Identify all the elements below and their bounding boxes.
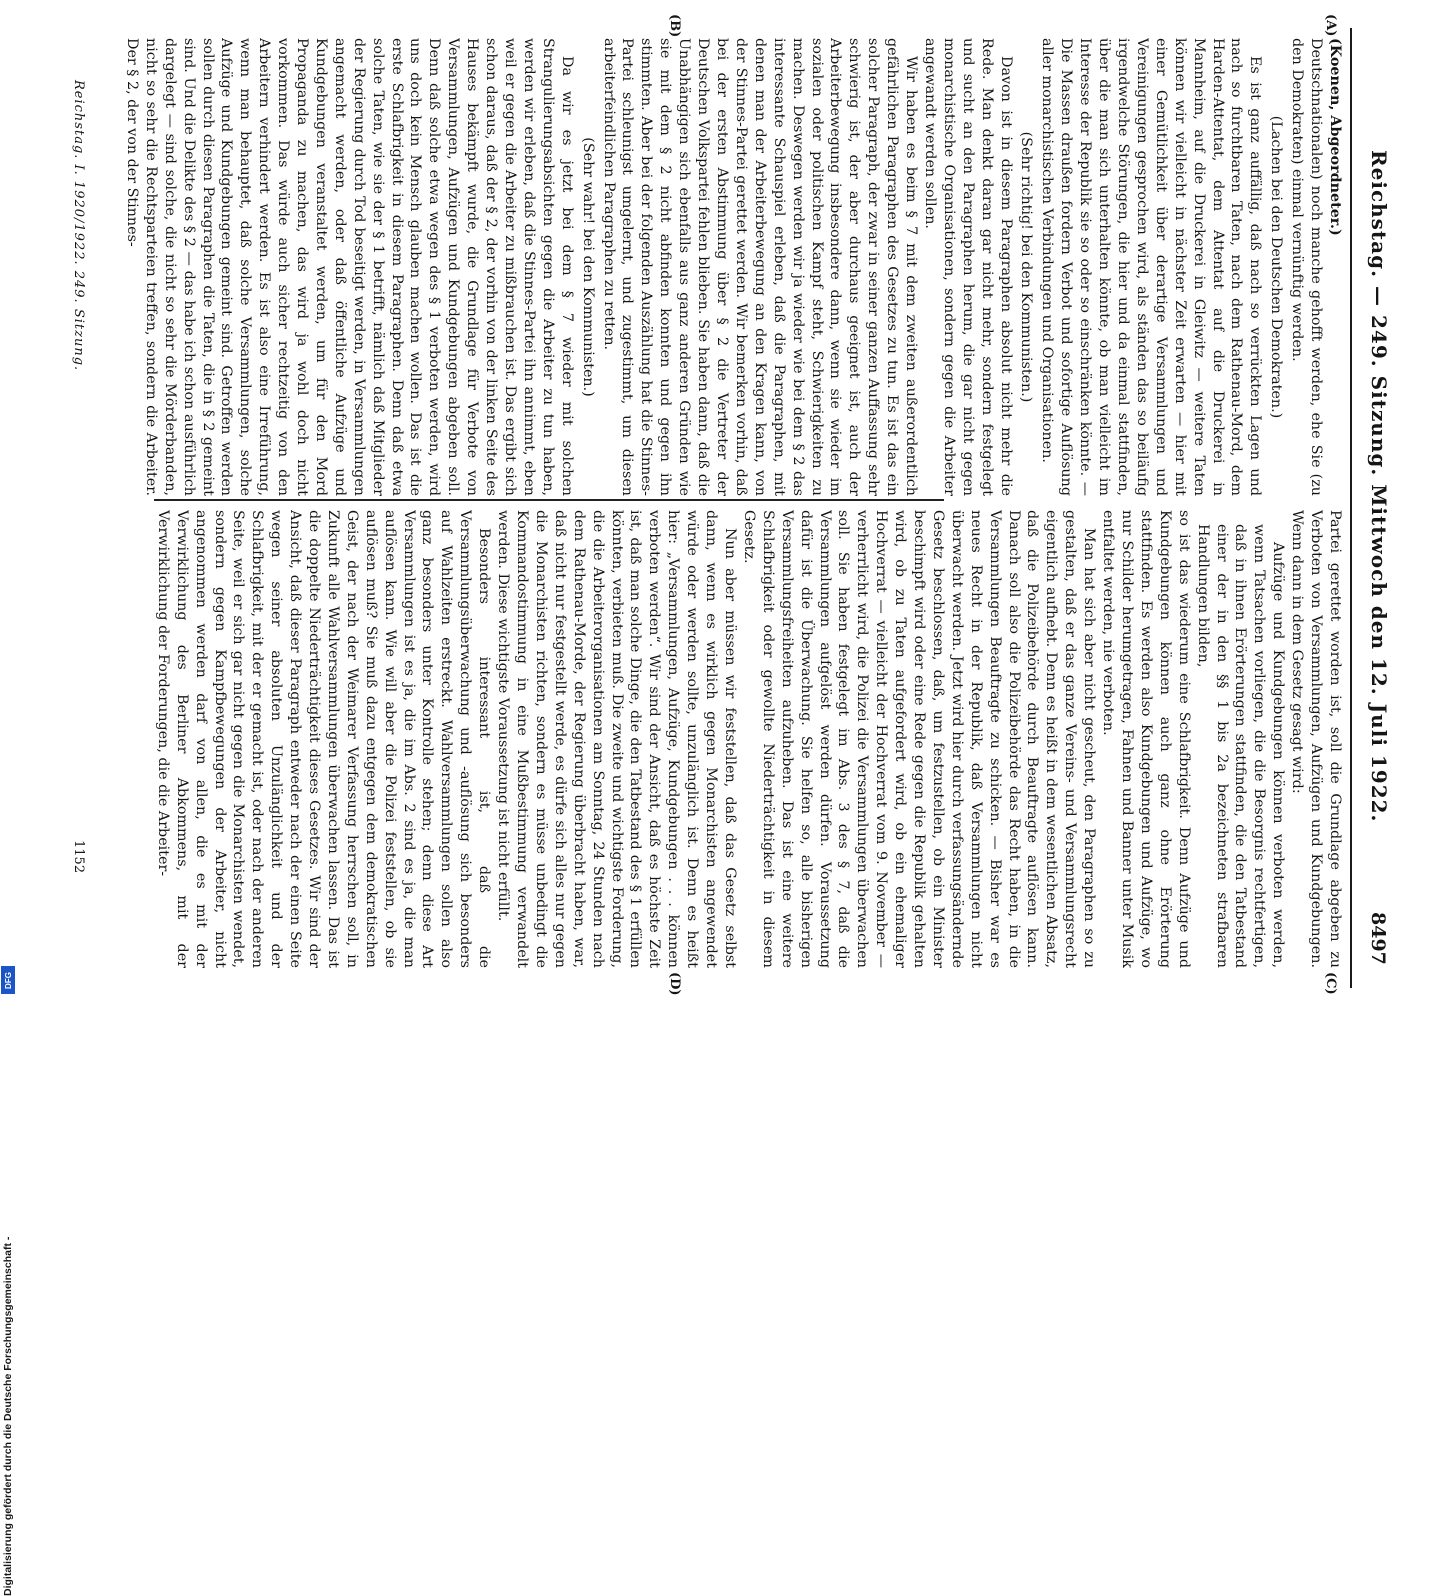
dfg-logo-icon bbox=[1, 966, 15, 994]
paragraph: Da wir es jetzt bei dem § 7 wieder mit solchen Strangulierungsabsichten gegen die Arbeiter zu tun haben, werden wir erleben, daß die Stinnes-Partei ihn annimmt, eben weil er gegen die Arbeiter zu mißbrauchen ist. Das ergibt sich schon daraus, daß der § 2, der vorhin von der linken Seite des Hauses bekämpft wurde, die Grundlage für Verbote von Versammlungen, Aufzügen und Kundgebungen abgeben soll. Denn daß solche etwa wegen des § 1 verboten werden, wird uns doch kein Mensch glauben machen wollen. Das ist die erste Schlafbrigkeit in diesem Paragraphen. Denn daß etwa solche Taten, wie sie der § 1 betrifft, nämlich daß Mitglieder der Regierung durch Tod beseitigt werden, in Versammlungen angemacht werden, oder daß öffentliche Aufzüge und Kundgebungen veranstaltet werden, um für den Mord Propaganda zu machen, das wird ja wohl doch nicht vorkommen. Das würde auch sicher rechtzeitig von den Arbeitern verhindert werden. Es ist also eine Irreführung, wenn man behauptet, daß solche Versammlungen, solche Aufzüge und Kundgebungen gemeint sind. Getroffen werden sollen durch diesen Paragraphen die Taten, die in § 2 gemeint sind. Und die Delikte des § 2 — das habe ich schon ausführlich dargelegt — sind solche, die nicht so sehr die Mörderbanden, nicht so sehr die Rechtsparteien treffen, sondern die Arbeiter. Der § 2, der von der Stinnes- bbox=[123, 38, 575, 496]
left-column bbox=[104, 38, 1344, 496]
paragraph: Davon ist in diesem Paragraphen absolut nicht mehr die Rede. Man denkt daran gar nicht mehr, sondern festgelegt und sucht an den Paragraphen herum, die gar nicht gegen monarchistische Organisationen, sondern gegen die Arbeiter angewandt werden sollen. bbox=[921, 38, 1014, 496]
footer-page-number: 1152 bbox=[71, 840, 86, 874]
paragraph: Besonders interessant ist, daß die Versammlungsüberwachung und -auflösung sich besonders auf Wahlzeiten erstreckt. Wahlversammlungen sollen also ganz besonders unter Kontrolle stehen; denn diese Art Versammlungen ist es ja, die im Abs. 2 sind es ja, die man auflösen kann. Wie will aber die Polizei feststellen, ob sie auflösen muß? Sie muß dazu entgegen dem demokratischen Geist, der nach der Weimarer Verfassung herrschen soll, in Zukunft alle Wahlversammlungen überwachen lassen. Das ist die doppelte Niederträchtigkeit dieses Gesetzes. Wir sind der Ansicht, daß dieser Paragraph entweder nach der einen Seite wegen seiner absoluten Unzulänglichkeit und der Schlafbrigkeit, mit der er gemacht ist, oder nach der anderen Seite, weil er sich gar nicht gegen die Monarchisten wendet, sondern gegen Kampfbewegungen der Arbeiter, nicht angenommen werden darf von allen, die es mit der Verwirklichung des Berliner Abkommens, mit der Verwirklichung der Forderungen, die die Arbeiter- bbox=[154, 510, 493, 968]
right-column bbox=[104, 510, 1344, 968]
paragraph: Nun aber müssen wir feststellen, daß das Gesetz selbst dann, wenn es wirklich gegen Monarchisten angewendet würde oder werden sollte, unzulänglich ist. Denn es heißt hier: „Versammlungen, Aufzüge, Kundgebungen . . . können verboten werden“. Wir sind der Ansicht, daß es höchste Zeit ist, daß man solche Dinge, die den Tatbestand des § 1 erfüllen könnten, verbieten muß. Die zweite und wichtigste Forderung, die die Arbeiterorganisationen am Sonntag, 24 Stunden nach dem Rathenau-Morde, der Regierung überbracht haben, war, daß nicht nur festgestellt werde, es dürfe sich alles nur gegen die Monarchisten richten, sondern es müsse unbedingt die Kommandostimmung in eine Mußbestimmung verwandelt werden. Diese wichtigste Voraussetzung ist nicht erfüllt. bbox=[495, 510, 738, 968]
paragraph: Wir haben es beim § 7 mit dem zweiten außerordentlich gefährlichen Paragraphen des Gesetzes zu tun. Es ist das ein solcher Paragraph, der zwar in seiner ganzen Auffassung sehr schwierig ist, der aber durchaus geeignet ist, auch der Arbeiterbewegung insbesondere dann, wenn sie wieder im sozialen oder politischen Kampf steht, Schwierigkeiten zu machen. Deswegen werden wir ja wieder wie bei dem § 2 das interessante Schauspiel erleben, daß die Paragraphen, mit denen man der Arbeiterbewegung an den Kragen kann, von der Stinnes-Partei gerettet werden. Wir bemerken vorhin, daß bei der ersten Abstimmung über § 2 die Vertreter der Deutschen Volkspartei fehlen blieben. Sie haben dann, daß die Unabhängigen sich ebenfalls aus ganz anderen Gründen wie sie mit dem § 2 nicht abfinden konnten und gegen ihn stimmten. Aber bei der folgenden Auszählung hat die Stinnes-Partei schleunigst umgelernt, und zugestimmt, um diesen arbeiterfeindlichen Paragraphen zu retten. bbox=[600, 38, 920, 496]
margin-marker-b: (B) bbox=[667, 14, 682, 38]
interjection: (Sehr richtig! bei den Kommunisten.) bbox=[1018, 131, 1035, 403]
margin-marker-d: (D) bbox=[667, 972, 682, 996]
footer-source: Reichstag. I. 1920/1922. 249. Sitzung. bbox=[71, 80, 86, 372]
margin-marker-c: (C) bbox=[1323, 972, 1338, 995]
interjection: (Lachen bei den Deutschen Demokraten.) bbox=[1268, 115, 1285, 419]
paragraph: Partei gerettet worden ist, soll die Grundlage abgeben zu Verboten von Versammlungen, Aufzügen und Kundgebungen. Wenn dann in dem Gesetz gesagt wird: bbox=[1289, 510, 1343, 968]
paragraph: so ist das wiederum eine Schlafbrigkeit. Denn Aufzüge und Kundgebungen können auch ganz ohne Erörterung stattfinden. Es werden also Kundgebungen und Aufzüge, wo nur Schilder herumgetragen, Fahnen und Banner unter Musik entfaltet werden, nie verboten. bbox=[1100, 510, 1192, 968]
interjection: (Sehr wahr! bei den Kommunisten.) bbox=[579, 137, 596, 397]
page-title: Reichstag. — 249. Sitzung. Mittwoch den 12. Juli 1922. bbox=[1367, 150, 1391, 823]
quoted-text: Aufzüge und Kundgebungen können verboten werden, wenn Tatsachen vorliegen, die die Besorgnis rechtfertigen, daß in ihnen Erörterungen stattfinden, die den Tatbestand einer der in den §§ 1 bis 2a bezeichneten strafbaren Handlungen bilden, bbox=[1194, 524, 1287, 968]
page-number: 8497 bbox=[1367, 912, 1389, 965]
margin-marker-a: (A) bbox=[1323, 14, 1338, 37]
speaker-label: (Koenen, Abgeordneter.) bbox=[1327, 38, 1343, 236]
header-rule bbox=[1350, 28, 1352, 988]
page-header bbox=[1353, 0, 1399, 1000]
digitisation-credit: Digitalisierung gefördert durch die Deutsche Forschungsgemeinschaft - bbox=[2, 1236, 14, 1596]
paragraph: Es ist ganz auffällig, daß nach so verrückten Lagen und nach so furchtbaren Taten, nach dem Rathenau-Mord, dem Harden-Attentat, dem Attentat auf die Druckerei in Mannheim, auf die Druckerei in Gleiwitz — weitere Taten können wir vielleicht in nächster Zeit erwarten — hier mit einer Gemütlichkeit über derartige Versammlungen und Vereinigungen gesprochen wird, als ständen das so beiläufig irgendwelche Störungen, die hier und da einmal stattfinden, über die man sich unterhalten könnte, ob man vielleicht im Interesse der Republik sie so oder so einschränken könnte. — Die Massen draußen fordern Verbot und sofortige Auflösung aller monarchistischen Verbindungen und Organisationen. bbox=[1039, 38, 1264, 496]
column-divider bbox=[154, 499, 944, 501]
dfg-logo-text: DFG bbox=[3, 971, 13, 989]
paragraph: Man hat sich aber nicht gescheut, den Paragraphen so zu gestalten, daß er das ganze Vereins- und Versammlungsrecht eigentlich aufhebt. Denn es heißt in dem wesentlichen Absatz, daß die Polizeibehörde durch Beauftragte auflösen kann. Danach soll also die Polizeibehörde das Recht haben, in die Versammlungen Beauftragte zu schicken. — Bisher war es neues Recht in der Republik, daß Versammlungen nicht überwacht werden. Jetzt wird hier durch verfassungsändernde Gesetz beschlossen, daß, um festzustellen, ob ein Minister beschimpft wird oder eine Rede gegen die Republik gehalten wird, ob zu Taten aufgefordert wird, ob ein ehemaliger Hochverrat — vielleicht der Hochverrat vom 9. November — verherrlicht wird, die Polizei die Versammlungen überwachen soll. Sie haben festgelegt im Abs. 3 des § 7, daß die Versammlungen aufgelöst werden dürfen. Voraussetzung dafür ist die Überwachung. Sie helfen so, alle bisherigen Versammlungsfreiheiten aufzuheben. Das ist eine weitere Schlafbrigkeit oder gewollte Niederträchtigkeit in diesem Gesetz. bbox=[740, 510, 1098, 968]
paragraph: Deutschnationalen) noch manche gehofft werden, ehe Sie (zu den Demokraten) einmal vernünftig werden. bbox=[1289, 38, 1325, 496]
